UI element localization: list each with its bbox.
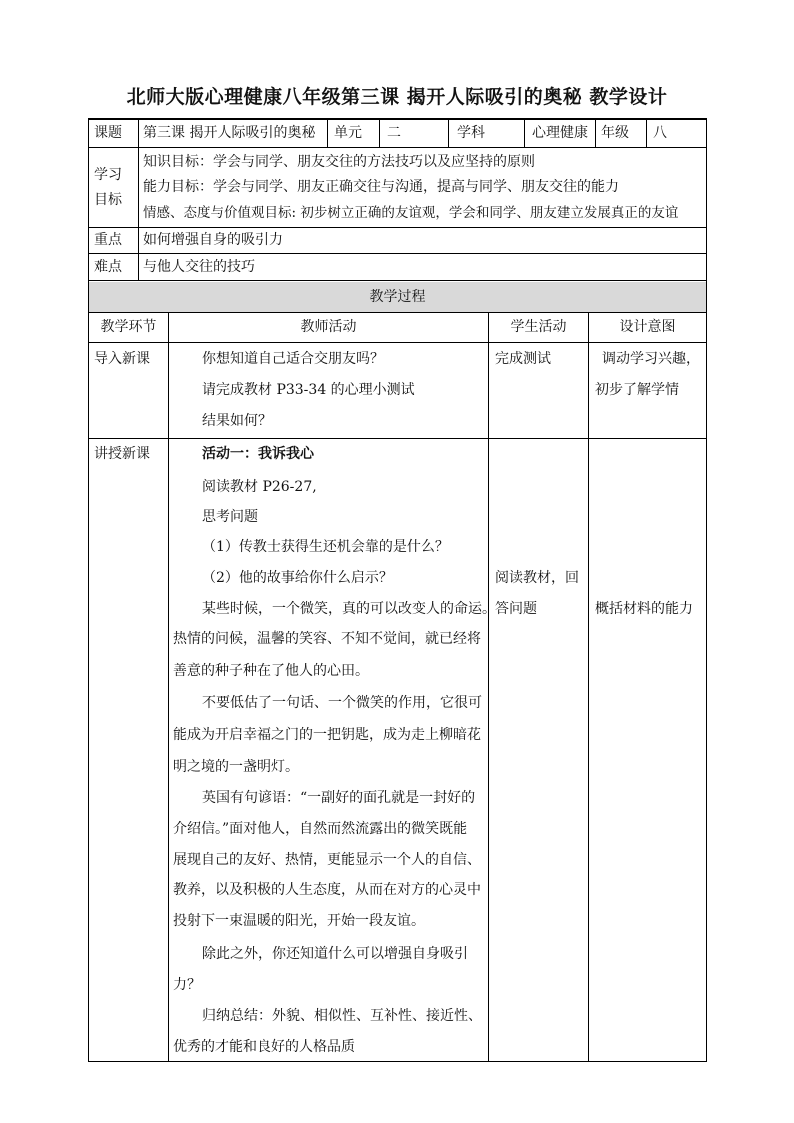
lecture-teacher-line: 思考问题 (202, 509, 258, 525)
lecture-teacher-line: 英国有句谚语：“一副好的面孔就是一封好的 (202, 790, 476, 806)
lecture-teacher-line: 投射下一束温暖的阳光，开始一段友谊。 (173, 913, 425, 929)
lecture-teacher-line: 善意的种子种在了他人的心田。 (173, 663, 369, 679)
header-stage: 教学环节 (100, 319, 157, 335)
document-title: 北师大版心理健康八年级第三课 揭开人际吸引的奥秘 教学设计 (126, 86, 668, 108)
lecture-teacher-line: （2）他的故事给你什么启示？ (202, 570, 393, 586)
activity-title: 活动一：我诉我心 (202, 446, 314, 462)
row-divider (88, 342, 707, 343)
row-divider (88, 147, 707, 148)
topic-label: 课题 (94, 125, 122, 141)
lecture-teacher-line: 力？ (173, 977, 201, 993)
col-divider (327, 118, 328, 147)
key-point-label: 重点 (94, 232, 122, 248)
table-top-border (88, 118, 707, 120)
goal-emotion: 情感、态度与价值观目标: 初步树立正确的友谊观，学会和同学、朋友建立发展真正的友谊 (143, 205, 679, 221)
row-divider (88, 253, 707, 254)
intro-intent-line: 调动学习兴趣， (602, 351, 700, 367)
lecture-teacher-line: 介绍信。”面对他人，自然而然流露出的微笑既能 (173, 821, 468, 837)
goals-label: 目标 (94, 192, 122, 208)
row-divider (88, 312, 707, 313)
goals-label: 学习 (94, 167, 122, 183)
lecture-teacher-line: 热情的问候，温馨的笑容、不知不觉间，就已经将 (173, 631, 481, 647)
lecture-teacher-line: 归纳总结：外貌、相似性、互补性、接近性、 (202, 1008, 482, 1024)
lecture-teacher-line: 明之境的一盏明灯。 (173, 759, 299, 775)
table-left-border (88, 118, 89, 1062)
subject-value: 心理健康 (532, 125, 588, 141)
process-section-title: 教学过程 (369, 289, 426, 305)
goal-ability: 能力目标：学会与同学、朋友正确交往与沟通，提高与同学、朋友交往的能力 (143, 179, 619, 195)
header-student: 学生活动 (510, 319, 567, 335)
lecture-teacher-line: 教养，以及积极的人生态度，从而在对方的心灵中 (173, 882, 481, 898)
col-divider (138, 118, 139, 280)
difficulty-value: 与他人交往的技巧 (143, 259, 255, 275)
col-divider (448, 118, 449, 147)
lecture-teacher-line: 优秀的才能和良好的人格品质 (173, 1039, 355, 1055)
intro-student: 完成测试 (495, 351, 551, 367)
col-divider (595, 118, 596, 147)
intro-teacher-line: 结果如何？ (202, 413, 272, 429)
header-intent: 设计意图 (619, 319, 676, 335)
lecture-teacher-line: 某些时候，一个微笑，真的可以改变人的命运。 (202, 601, 496, 617)
lecture-teacher-line: 不要低估了一句话、一个微笑的作用，它很可 (202, 695, 482, 711)
lecture-teacher-line: 展现自己的友好、热情，更能显示一个人的自信、 (173, 852, 481, 868)
table-right-border (706, 118, 707, 1062)
col-divider (168, 312, 169, 1062)
lecture-teacher-line: （1）传教士获得生还机会靠的是什么？ (202, 539, 449, 555)
goal-knowledge: 知识目标：学会与同学、朋友交往的方法技巧以及应坚持的原则 (143, 154, 535, 170)
lecture-teacher-line: 阅读教材 P26-27, (202, 479, 317, 495)
lecture-student-line: 答问题 (495, 601, 537, 617)
row-divider (88, 280, 707, 281)
intro-intent-line: 初步了解学情 (595, 382, 679, 398)
intro-teacher-line: 请完成教材 P33-34 的心理小测试 (202, 382, 415, 398)
subject-label: 学科 (457, 125, 485, 141)
lecture-stage: 讲授新课 (94, 446, 150, 462)
row-divider (88, 227, 707, 228)
unit-value: 二 (387, 125, 401, 141)
col-divider (488, 312, 489, 1062)
grade-value: 八 (653, 125, 667, 141)
col-divider (646, 118, 647, 147)
lecture-intent: 概括材料的能力 (595, 601, 693, 617)
lecture-teacher-line: 能成为开启幸福之门的一把钥匙，成为走上柳暗花 (173, 727, 481, 743)
table-bottom-border (88, 1061, 707, 1062)
unit-label: 单元 (334, 125, 362, 141)
lecture-teacher-line: 除此之外，你还知道什么可以增强自身吸引 (202, 946, 468, 962)
col-divider (524, 118, 525, 147)
intro-teacher-line: 你想知道自己适合交朋友吗？ (202, 351, 384, 367)
header-teacher: 教师活动 (300, 319, 357, 335)
key-point-value: 如何增强自身的吸引力 (143, 232, 283, 248)
difficulty-label: 难点 (94, 259, 122, 275)
row-divider (88, 438, 707, 439)
topic-value: 第三课 揭开人际吸引的奥秘 (143, 125, 316, 141)
col-divider (379, 118, 380, 147)
intro-stage: 导入新课 (94, 351, 150, 367)
col-divider (588, 312, 589, 1062)
grade-label: 年级 (601, 125, 629, 141)
lecture-student-line: 阅读教材，回 (495, 570, 579, 586)
